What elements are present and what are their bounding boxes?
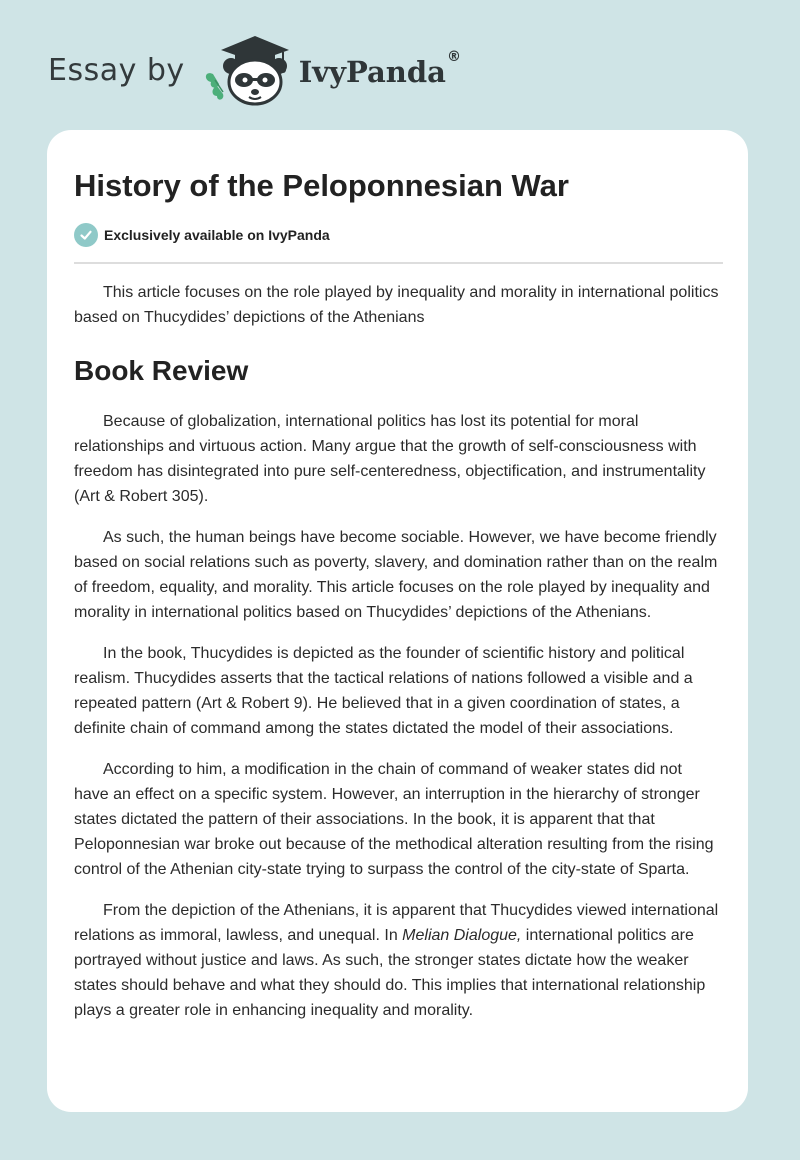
essay-card bbox=[47, 130, 748, 1112]
body-paragraph: In the book, Thucydides is depicted as the founder of scientific history and political realism. Thucydides asserts that the tactical relations of nations followed a visible and a repeated pattern (Art & Robert 9). He believed that in a given coordination of states, a definite chain of command among the states dictated the model of their associations. bbox=[74, 645, 693, 737]
last-paragraph-after: international politics are portrayed without justice and laws. As such, the stronger states dictate how the weaker states should behave and what they should do. This implies that international relationship plays a greater role in enhancing inequality and morality. bbox=[74, 927, 706, 1019]
brand-header bbox=[48, 30, 461, 110]
registered-mark: ® bbox=[446, 49, 461, 65]
page-title: History of the Peloponnesian War bbox=[74, 168, 569, 203]
article-body bbox=[74, 409, 721, 1023]
body-paragraph: According to him, a modification in the chain of command of weaker states did not have an effect on a specific system. However, an interruption in the hierarchy of stronger states dictated the pattern of their associations. In the book, it is apparent that that Peloponnesian war broke out because of the methodical alteration resulting from the rising control of the Athenian city-state trying to surpass the control of the city-state of Sparta. bbox=[74, 761, 714, 878]
ivy-leaf-icon bbox=[206, 73, 223, 100]
section-heading: Book Review bbox=[74, 355, 249, 386]
exclusive-badge bbox=[74, 222, 721, 248]
brand-prefix: Essay by bbox=[48, 52, 185, 88]
check-circle-icon bbox=[74, 223, 98, 247]
body-paragraph: As such, the human beings have become sociable. However, we have become friendly based on social relations such as poverty, slavery, and domination rather than on the realm of freedom, equality, and morality. This article focuses on the role played by inequality and morality in international politics based on Thucydides’ depictions of the Athenians. bbox=[74, 529, 718, 621]
body-paragraph: Because of globalization, international politics has lost its potential for moral relationships and virtuous action. Many argue that the growth of self-consciousness with freedom has disintegrated into pure self-centeredness, objectification, and instrumentality (Art & Robert 305). bbox=[74, 413, 706, 505]
exclusive-label: Exclusively available on IvyPanda bbox=[104, 227, 330, 243]
intro-paragraph: This article focuses on the role played by inequality and morality in international politics based on Thucydides’ depictions of the Athenians bbox=[74, 284, 719, 326]
last-paragraph-before: From the depiction of the Athenians, it is apparent that Thucydides viewed international relations as immoral, lawless, and unequal. In bbox=[74, 902, 719, 944]
divider bbox=[74, 262, 723, 264]
brand-name: IvyPanda® bbox=[298, 49, 461, 89]
body-paragraph-last bbox=[74, 898, 721, 1023]
work-title: Melian Dialogue, bbox=[402, 927, 522, 944]
panda-graduation-cap-icon bbox=[199, 30, 295, 110]
